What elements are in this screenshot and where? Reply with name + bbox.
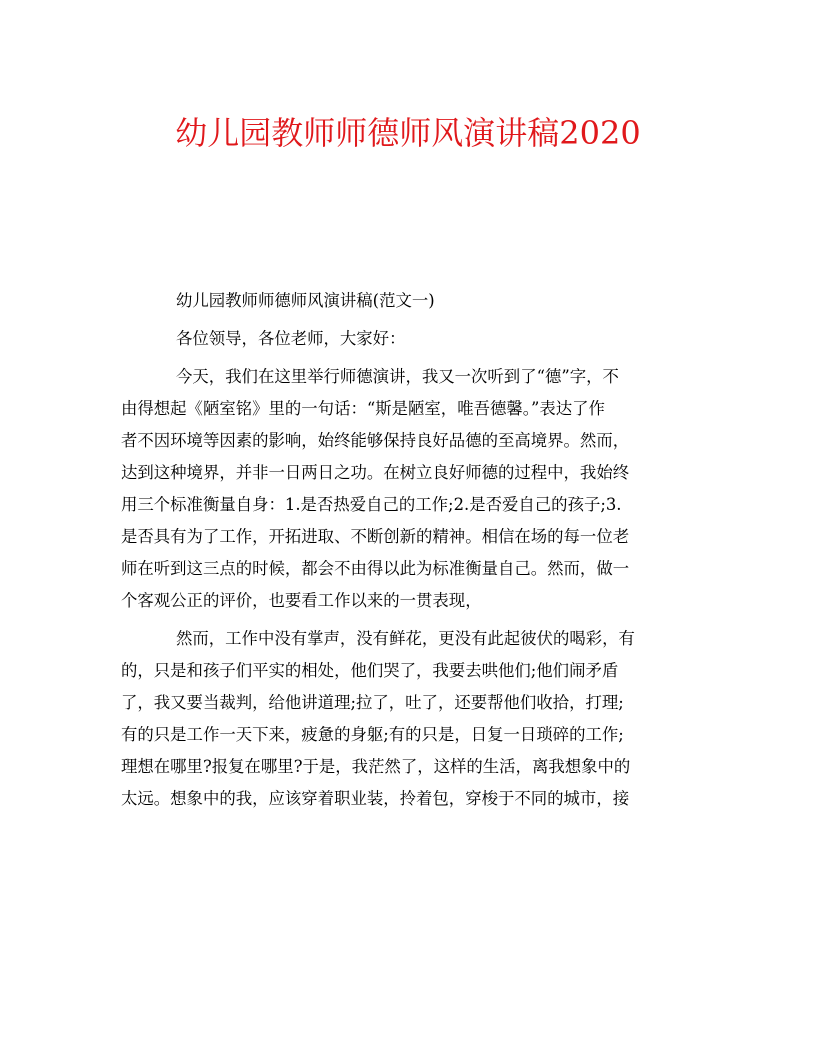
paragraph-line: 师在听到这三点的时候，都会不由得以此为标准衡量自己。然而，做一 — [121, 559, 630, 578]
paragraph-line: 的，只是和孩子们平实的相处，他们哭了，我要去哄他们;他们闹矛盾 — [121, 661, 619, 680]
paragraph-line: 今天，我们在这里举行师德演讲，我又一次听到了“德”字，不 — [176, 367, 619, 386]
document-subtitle — [121, 285, 696, 317]
paragraph-line: 有的只是工作一天下来，疲惫的身躯;有的只是，日复一日琐碎的工作; — [121, 725, 624, 744]
document-body — [121, 285, 696, 815]
paragraph-line: 太远。想象中的我，应该穿着职业装，拎着包，穿梭于不同的城市，接 — [121, 789, 630, 808]
paragraph-line: 是否具有为了工作，开拓进取、不断创新的精神。相信在场的每一位老 — [121, 527, 630, 546]
paragraph-line: 了，我又要当裁判，给他讲道理;拉了，吐了，还要帮他们收拾，打理; — [121, 693, 624, 712]
subtitle-line: 幼儿园教师师德师风演讲稿(范文一) — [176, 291, 435, 310]
greeting-line: 各位领导，各位老师，大家好： — [176, 329, 406, 348]
paragraph-line: 达到这种境界，并非一日两日之功。在树立良好师德的过程中，我始终 — [121, 463, 630, 482]
document-title: 幼儿园教师师德师风演讲稿2020 — [175, 114, 641, 152]
greeting — [121, 323, 696, 355]
paragraph-line: 用三个标准衡量自身：1.是否热爱自己的工作;2.是否爱自己的孩子;3. — [121, 495, 622, 514]
paragraph-line: 者不因环境等因素的影响，始终能够保持良好品德的至高境界。然而， — [121, 431, 630, 450]
paragraph-line: 个客观公正的评价，也要看工作以来的一贯表现， — [121, 591, 482, 610]
paragraph-line: 然而，工作中没有掌声，没有鲜花，更没有此起彼伏的喝彩，有 — [176, 629, 635, 648]
paragraph-1 — [121, 361, 696, 617]
paragraph-line: 理想在哪里?报复在哪里?于是，我茫然了，这样的生活，离我想象中的 — [121, 757, 631, 776]
paragraph-2 — [121, 623, 696, 815]
paragraph-line: 由得想起《陋室铭》里的一句话：“斯是陋室，唯吾德馨。”表达了作 — [121, 399, 605, 418]
